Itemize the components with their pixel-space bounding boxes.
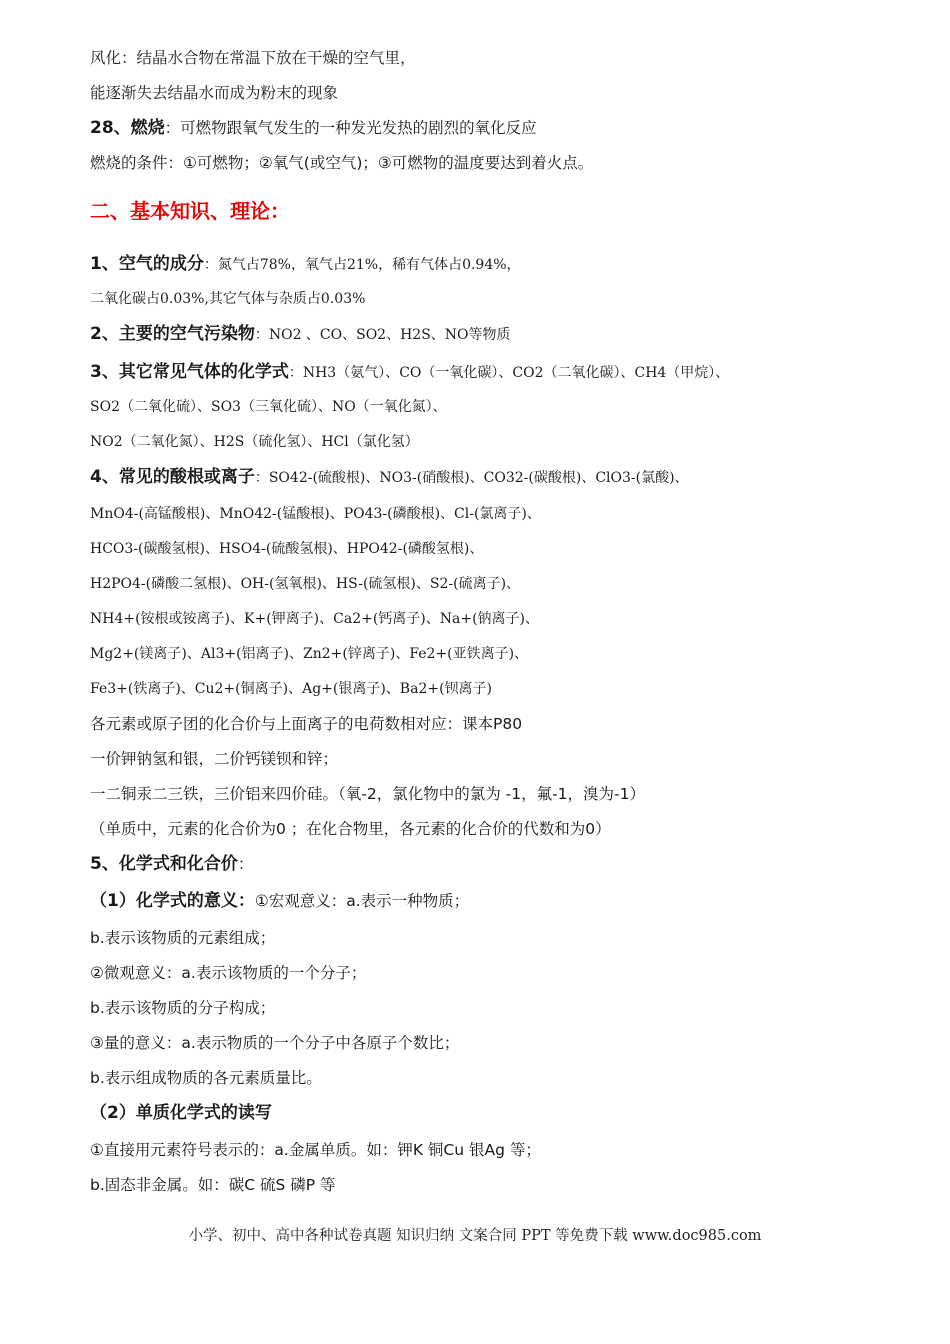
text-line: ①直接用元素符号表示的：a.金属单质。如：钾K 铜Cu 银Ag 等； [90, 1141, 541, 1159]
definition: ：NH3（氨气）、CO（一氧化碳）、CO2（二氧化碳）、CH4（甲烷）、 [288, 365, 730, 381]
text-line: 一二铜汞二三铁，三价铝来四价硅。（氧-2，氯化物中的氯为 -1，氟-1，溴为-1） [90, 785, 645, 803]
text-line [90, 361, 729, 384]
text-line: NH4+(铵根或铵离子)、K+(钾离子)、Ca2+(钙离子)、Na+(钠离子)、 [90, 611, 540, 627]
text-line: MnO4-(高锰酸根)、MnO42-(锰酸根)、PO43-(磷酸根)、Cl-(氯离子)、 [90, 506, 541, 522]
text-line: NO2（二氧化氮）、H2S（硫化氢）、HCl（氯化氢） [90, 434, 419, 450]
page-footer: 小学、初中、高中各种试卷真题 知识归纳 文案合同 PPT 等免费下载 www.doc985.com [188, 1228, 762, 1244]
text-line: b.表示组成物质的各元素质量比。 [90, 1069, 322, 1087]
text-line: Fe3+(铁离子)、Cu2+(铜离子)、Ag+(银离子)、Ba2+(钡离子) [90, 681, 493, 697]
text-line: b.表示该物质的分子构成； [90, 999, 276, 1017]
term: 3、其它常见气体的化学式 [90, 362, 289, 382]
text-line: 各元素或原子团的化合价与上面离子的电荷数相对应：课本P80 [90, 715, 523, 733]
text-line [90, 323, 511, 346]
text-line [90, 466, 689, 489]
definition: ： [237, 855, 254, 873]
text-line: 燃烧的条件：①可燃物；②氧气(或空气)；③可燃物的温度要达到着火点。 [90, 154, 594, 172]
definition: ：氮气占78%，氧气占21%，稀有气体占0.94%， [203, 257, 521, 273]
term: 1、空气的成分 [90, 254, 204, 274]
text-line: b.表示该物质的元素组成； [90, 929, 276, 947]
term: （2）单质化学式的读写 [90, 1103, 272, 1123]
term: 2、主要的空气污染物 [90, 324, 255, 344]
text-line: b.固态非金属。如：碳C 硫S 磷P 等 [90, 1176, 336, 1194]
definition: ：可燃物跟氧气发生的一种发光发热的剧烈的氧化反应 [164, 119, 537, 137]
text-line [90, 117, 537, 139]
text-line: 二氧化碳占0.03%,其它气体与杂质占0.03% [90, 291, 366, 307]
term: （1）化学式的意义： [90, 891, 255, 911]
text-line [90, 253, 521, 276]
text-line [90, 1102, 272, 1124]
definition: ：NO2 、CO、SO2、H2S、NO等物质 [254, 327, 511, 343]
definition: ：SO42-(硫酸根)、NO3-(硝酸根)、CO32-(碳酸根)、ClO3-(氯酸)、 [254, 470, 689, 486]
term: 5、化学式和化合价 [90, 854, 238, 874]
text-line: ②微观意义：a.表示该物质的一个分子； [90, 964, 367, 982]
text-line [90, 853, 253, 875]
text-line: SO2（二氧化硫）、SO3（三氧化硫）、NO（一氧化氮）、 [90, 399, 447, 415]
text-line: H2PO4-(磷酸二氢根)、OH-(氢氧根)、HS-(硫氢根)、S2-(硫离子)、 [90, 576, 521, 592]
term: 28、燃烧 [90, 118, 165, 138]
section-heading: 二、基本知识、理论： [90, 199, 290, 223]
term: 4、常见的酸根或离子 [90, 467, 255, 487]
text-line: ③量的意义：a.表示物质的一个分子中各原子个数比； [90, 1034, 460, 1052]
text-line: 能逐渐失去结晶水而成为粉末的现象 [90, 84, 339, 102]
text-line [90, 890, 469, 912]
text-line: 风化：结晶水合物在常温下放在干燥的空气里， [90, 49, 416, 67]
definition: ①宏观意义：a.表示一种物质； [254, 892, 470, 910]
text-line: （单质中，元素的化合价为0 ；在化合物里，各元素的化合价的代数和为0） [90, 820, 611, 838]
text-line: Mg2+(镁离子)、Al3+(铝离子)、Zn2+(锌离子)、Fe2+(亚铁离子)、 [90, 646, 529, 662]
text-line: 一价钾钠氢和银，二价钙镁钡和锌； [90, 750, 339, 768]
text-line: HCO3-(碳酸氢根)、HSO4-(硫酸氢根)、HPO42-(磷酸氢根)、 [90, 541, 484, 557]
